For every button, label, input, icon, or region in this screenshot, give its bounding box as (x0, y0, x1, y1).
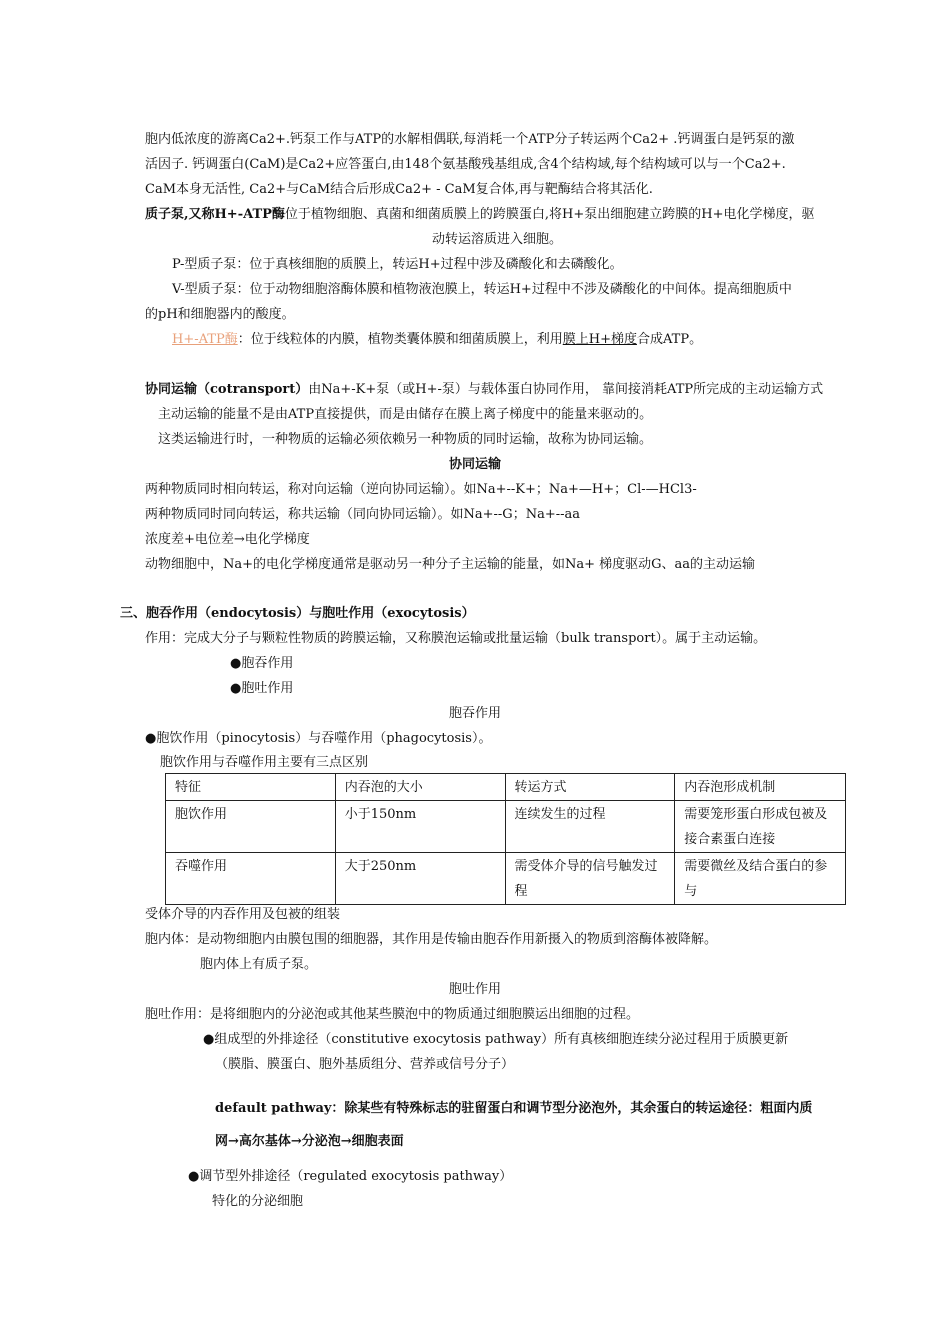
table-cell: 吞噬作用 (166, 853, 336, 905)
table-cell: 需要微丝及结合蛋白的参与 (675, 853, 846, 905)
receptor-mediated-line: 受体介导的内吞作用及包被的组装 (145, 907, 341, 922)
specialized-secretory-cells: 特化的分泌细胞 (212, 1194, 304, 1209)
table-header-cell: 内吞泡的大小 (335, 774, 505, 801)
bullet-exocytosis: ●胞吐作用 (230, 681, 294, 696)
h-atp-enzyme-line (172, 331, 702, 349)
h-atp-text-b: 合成ATP。 (636, 332, 703, 347)
cotransport-desc: 由Na+-K+泵（或H+-泵）与载体蛋白协同作用， 靠间接消耗ATP所完成的主动运输方式 (308, 382, 824, 397)
antiport-line: 两种物质同时相向转运，称对向运输（逆向协同运输）。如Na+--K+；Na+—H+；Cl-—HCl3- (145, 482, 697, 497)
exocytosis-definition: 胞吐作用：是将细胞内的分泌泡或其他某些膜泡中的物质通过细胞膜运出细胞的过程。 (145, 1007, 640, 1022)
table-header-cell: 内吞泡形成机制 (675, 774, 846, 801)
table-cell: 胞饮作用 (166, 801, 336, 853)
bullet-endocytosis: ●胞吞作用 (230, 656, 294, 671)
default-pathway-line-1: default pathway：除某些有特殊标志的驻留蛋白和调节型分泌泡外，其余蛋白的转运途径：粗面内质 (215, 1101, 813, 1116)
three-differences-line: 胞饮作用与吞噬作用主要有三点区别 (160, 755, 369, 770)
pinocytosis-phagocytosis-line: ●胞饮作用（pinocytosis）与吞噬作用（phagocytosis）。 (145, 731, 492, 746)
table-cell: 需要笼形蛋白形成包被及接合素蛋白连接 (675, 801, 846, 853)
cotransport-heading: 协同运输 (448, 457, 501, 472)
proton-pump-desc: 位于植物细胞、真菌和细菌质膜上的跨膜蛋白,将H+泵出细胞建立跨膜的H+电化学梯度，驱 (284, 207, 815, 222)
ca-pump-line-3: CaM本身无活性, Ca2+与CaM结合后形成Ca2+ - CaM复合体,再与靶酶结合将其活化. (145, 182, 653, 197)
constitutive-pathway-line-1: ●组成型的外排途径（constitutive exocytosis pathway）所有真核细胞连续分泌过程用于质膜更新 (203, 1032, 789, 1047)
endocytosis-heading: 胞吞作用 (448, 706, 501, 721)
table-header-cell: 特征 (166, 774, 336, 801)
animal-cell-na-line: 动物细胞中，Na+的电化学梯度通常是驱动另一种分子主运输的能量，如Na+ 梯度驱动G、aa的主动运输 (145, 557, 756, 572)
proton-pump-line-1 (145, 206, 815, 224)
h-atp-enzyme-link[interactable]: H+-ATP酶 (172, 332, 238, 347)
v-type-pump-line-1: V-型质子泵：位于动物细胞溶酶体膜和植物液泡膜上，转运H+过程中不涉及磷酸化的中间体。提高细胞质中 (172, 282, 792, 297)
h-atp-text-a: ：位于线粒体的内膜，植物类囊体膜和细菌质膜上，利用 (237, 332, 563, 347)
default-pathway-line-2: 网→高尔基体→分泌泡→细胞表面 (215, 1134, 404, 1149)
comparison-table (165, 773, 846, 905)
table-cell: 连续发生的过程 (505, 801, 675, 853)
table-cell: 小于150nm (335, 801, 505, 853)
cotransport-line-3: 这类运输进行时，一种物质的运输必须依赖另一种物质的同时运输，故称为协同运输。 (158, 432, 653, 447)
ca-pump-line-2: 活因子. 钙调蛋白(CaM)是Ca2+应答蛋白,由148个氨基酸残基组成,含4个结构域,每个结构域可以与一个Ca2+. (145, 157, 786, 172)
electrochemical-gradient-line: 浓度差+电位差→电化学梯度 (145, 532, 310, 547)
table-row (166, 801, 846, 853)
table-header-row (166, 774, 846, 801)
table-row (166, 853, 846, 905)
v-type-pump-line-2: 的pH和细胞器内的酸度。 (145, 307, 295, 322)
proton-pump-title: 质子泵,又称H+-ATP酶 (145, 207, 285, 222)
exocytosis-heading: 胞吐作用 (448, 982, 501, 997)
table-header-cell: 转运方式 (505, 774, 675, 801)
cotransport-line-2: 主动运输的能量不是由ATP直接提供，而是由储存在膜上离子梯度中的能量来驱动的。 (158, 407, 653, 422)
table-cell: 大于250nm (335, 853, 505, 905)
proton-pump-line-2: 动转运溶质进入细胞。 (432, 232, 563, 247)
section-3-title: 三、胞吞作用（endocytosis）与胞吐作用（exocytosis） (120, 606, 475, 621)
cotransport-line-1 (145, 381, 823, 399)
p-type-pump: P-型质子泵：位于真核细胞的质膜上，转运H+过程中涉及磷酸化和去磷酸化。 (172, 257, 623, 272)
cotransport-title: 协同运输（cotransport） (145, 382, 309, 397)
h-gradient-underlined: 膜上H+梯度 (562, 332, 637, 347)
constitutive-pathway-line-2: （膜脂、膜蛋白、胞外基质组分、营养或信号分子） (215, 1057, 515, 1072)
endosome-definition: 胞内体：是动物细胞内由膜包围的细胞器，其作用是传输由胞吞作用新摄入的物质到溶酶体被降解。 (145, 932, 718, 947)
table-cell: 需受体介导的信号触发过程 (505, 853, 675, 905)
ca-pump-line-1: 胞内低浓度的游离Ca2+.钙泵工作与ATP的水解相偶联,每消耗一个ATP分子转运两个Ca2+ .钙调蛋白是钙泵的激 (145, 132, 795, 147)
regulated-pathway-line: ●调节型外排途径（regulated exocytosis pathway） (188, 1169, 513, 1184)
section-3-function: 作用：完成大分子与颗粒性物质的跨膜运输，又称膜泡运输或批量运输（bulk transport）。属于主动运输。 (145, 631, 767, 646)
symport-line: 两种物质同时同向转运，称共运输（同向协同运输）。如Na+--G；Na+--aa (145, 507, 580, 522)
endosome-proton-pump: 胞内体上有质子泵。 (200, 957, 318, 972)
